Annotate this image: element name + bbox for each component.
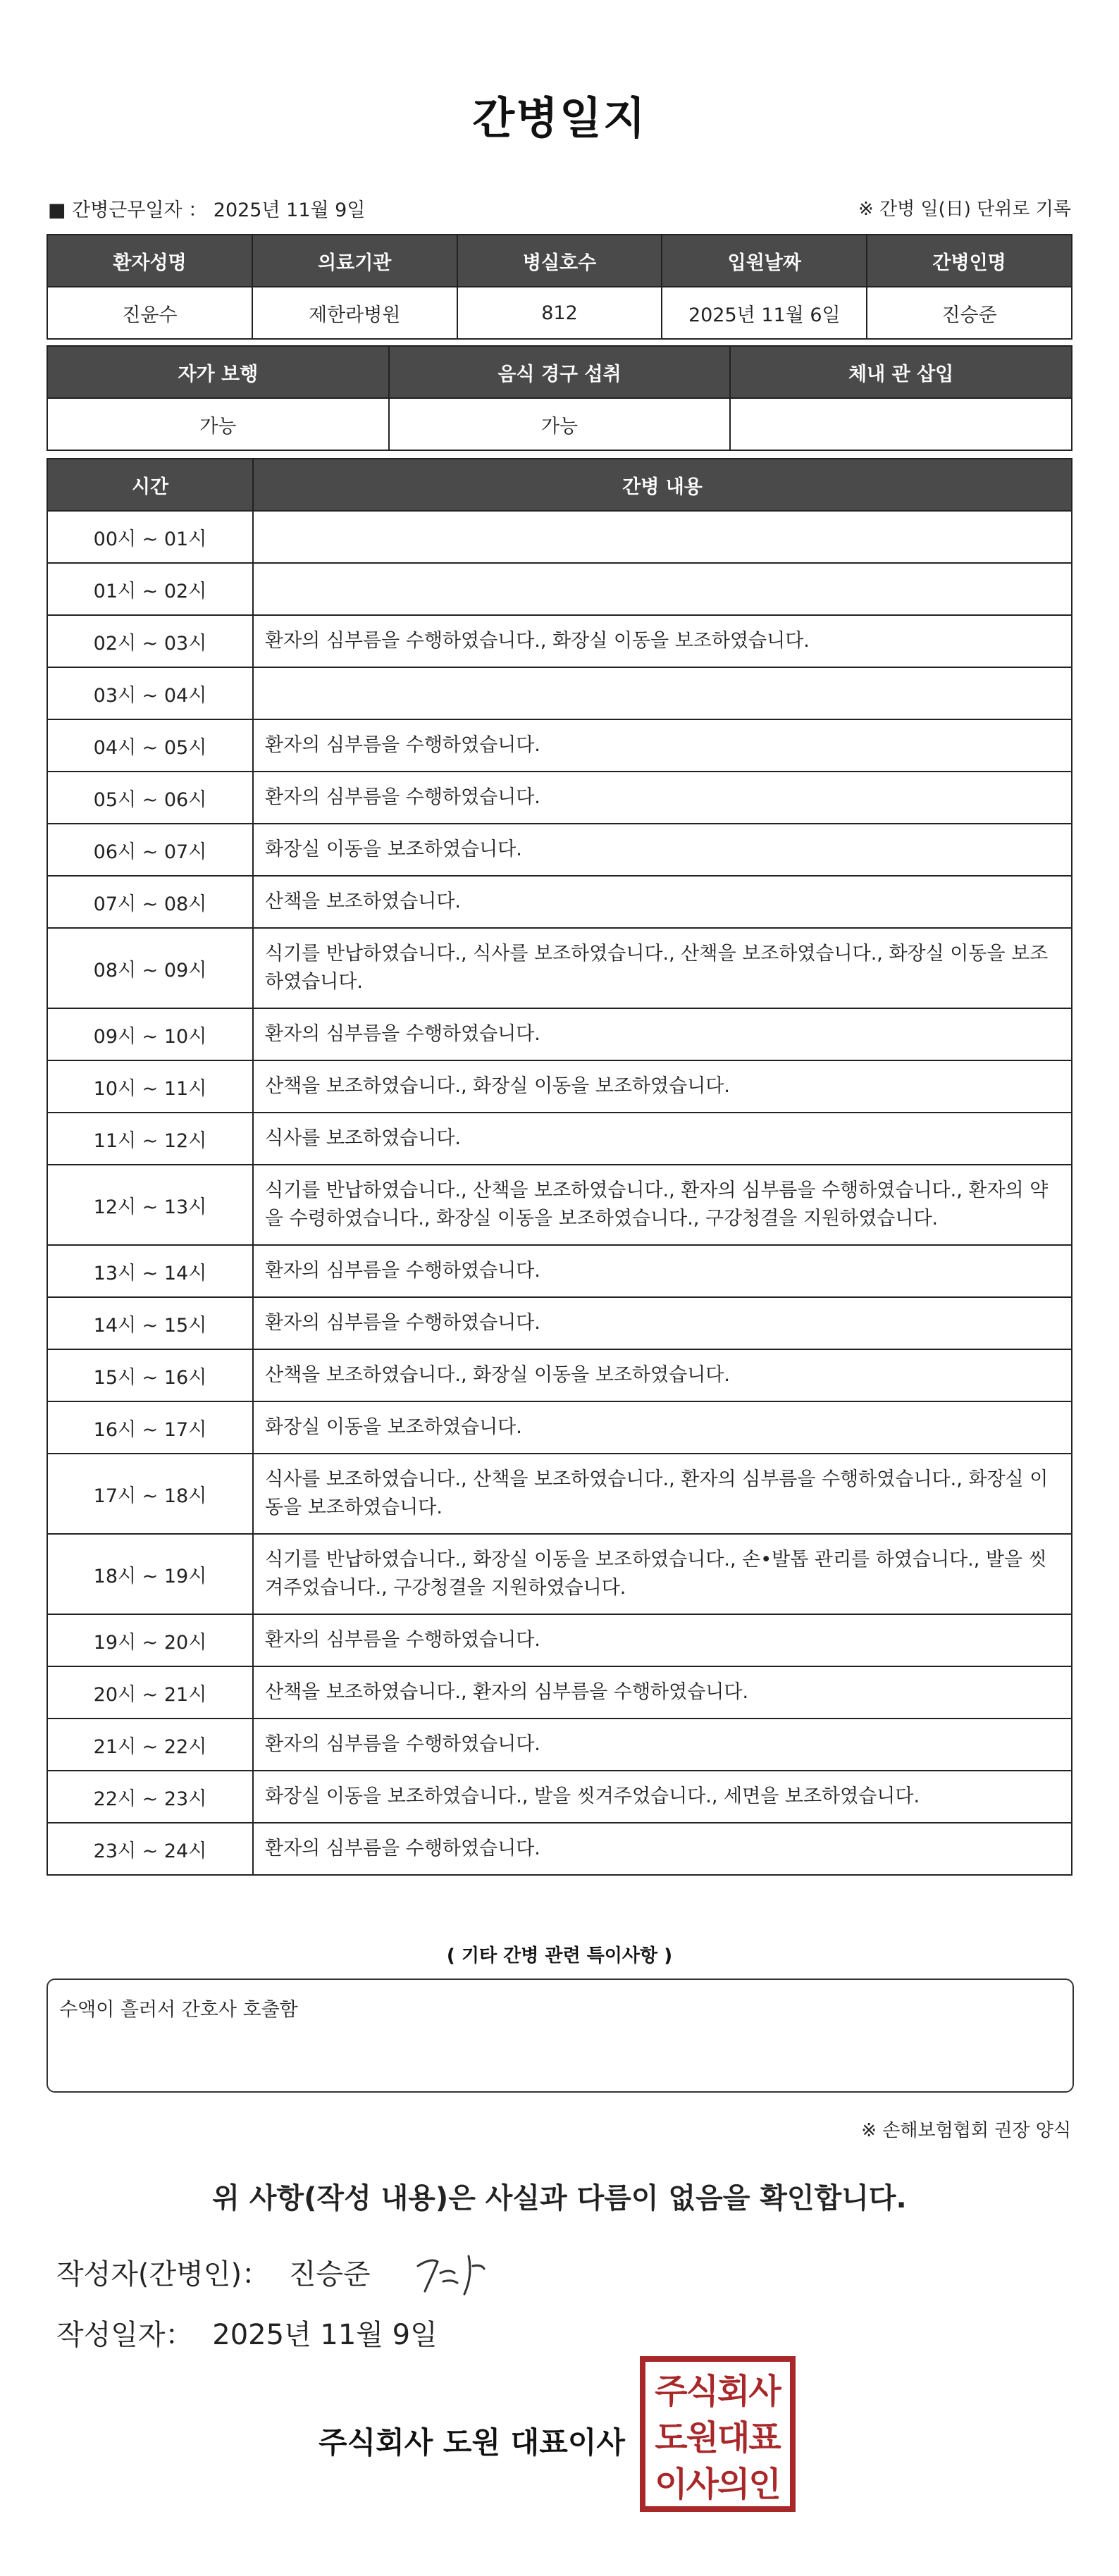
table-row [47, 615, 1072, 667]
ability-header-row [47, 346, 1072, 398]
page-title: 간병일지 [472, 92, 647, 144]
row-time: 05시 ~ 06시 [47, 772, 253, 824]
table-row [47, 1614, 1072, 1666]
seal-line-2: 도원대표 [655, 2418, 780, 2458]
table-row [47, 1245, 1072, 1297]
writer-name: 진승준 [288, 2258, 371, 2291]
table-row [47, 928, 1072, 1008]
value-patient-name: 진윤수 [47, 287, 252, 339]
table-row [47, 563, 1072, 615]
table-row [47, 1297, 1072, 1349]
written-date-label: 작성일자： [56, 2319, 194, 2351]
table-row [47, 1666, 1072, 1719]
special-notes-title: ( 기타 간병 관련 특이사항 ) [446, 1945, 673, 1967]
row-time: 21시 ~ 22시 [47, 1719, 253, 1771]
row-care-content: 환자의 심부름을 수행하였습니다. [253, 1614, 1072, 1666]
row-care-content [253, 667, 1072, 719]
confirmation-statement: 위 사항(작성 내용)은 사실과 다름이 없음을 확인합니다. [212, 2182, 907, 2215]
row-time: 17시 ~ 18시 [47, 1454, 253, 1534]
row-care-content: 환자의 심부름을 수행하였습니다. [253, 1008, 1072, 1060]
row-care-content: 환자의 심부름을 수행하였습니다. [253, 1297, 1072, 1349]
patient-info-table [47, 234, 1072, 340]
row-time: 09시 ~ 10시 [47, 1008, 253, 1060]
care-log-header-row [47, 459, 1072, 511]
care-log-body [47, 511, 1072, 1875]
row-time: 16시 ~ 17시 [47, 1401, 253, 1454]
company-seal-stamp [638, 2355, 797, 2513]
work-date-line [48, 194, 365, 222]
header-room-number: 병실호수 [457, 235, 662, 287]
row-care-content: 환자의 심부름을 수행하였습니다., 화장실 이동을 보조하였습니다. [253, 615, 1072, 667]
header-tube-insertion: 체내 관 삽입 [730, 346, 1072, 398]
row-care-content [253, 511, 1072, 563]
row-time: 23시 ~ 24시 [47, 1823, 253, 1875]
row-care-content: 산책을 보조하였습니다., 환자의 심부름을 수행하였습니다. [253, 1666, 1072, 1719]
table-row [47, 1771, 1072, 1823]
header-caregiver-name: 간병인명 [867, 235, 1072, 287]
row-time: 22시 ~ 23시 [47, 1771, 253, 1823]
written-date-line [56, 2312, 438, 2353]
row-care-content: 환자의 심부름을 수행하였습니다. [253, 772, 1072, 824]
table-row [47, 1534, 1072, 1614]
patient-info-header-row [47, 235, 1072, 287]
record-unit-note: ※ 간병 일(日) 단위로 기록 [858, 199, 1071, 220]
seal-line-1: 주식회사 [655, 2372, 780, 2411]
table-row [47, 824, 1072, 876]
table-row [47, 1349, 1072, 1401]
row-care-content: 환자의 심부름을 수행하였습니다. [253, 1245, 1072, 1297]
value-room-number: 812 [457, 287, 662, 339]
row-care-content: 식기를 반납하였습니다., 식사를 보조하였습니다., 산책을 보조하였습니다., 화장실 이동을 보조하였습니다. [253, 928, 1072, 1008]
table-row [47, 772, 1072, 824]
row-time: 07시 ~ 08시 [47, 876, 253, 928]
value-self-walking: 가능 [47, 398, 389, 450]
table-row [47, 1719, 1072, 1771]
header-time: 시간 [47, 459, 253, 511]
row-care-content: 화장실 이동을 보조하였습니다. [253, 1401, 1072, 1454]
row-time: 00시 ~ 01시 [47, 511, 253, 563]
row-time: 11시 ~ 12시 [47, 1113, 253, 1165]
row-care-content: 식기를 반납하였습니다., 화장실 이동을 보조하였습니다., 손•발톱 관리를 하였습니다., 발을 씻겨주었습니다., 구강청결을 지원하였습니다. [253, 1534, 1072, 1614]
special-notes-text: 수액이 흘러서 간호사 호출함 [59, 1999, 298, 2021]
seal-line-3: 이사의인 [655, 2465, 780, 2504]
table-row [47, 876, 1072, 928]
row-care-content: 식기를 반납하였습니다., 산책을 보조하였습니다., 환자의 심부름을 수행하였습니다., 환자의 약을 수령하였습니다., 화장실 이동을 보조하였습니다., 구강청결을 지원하였습니다. [253, 1165, 1072, 1245]
header-hospital: 의료기관 [252, 235, 457, 287]
row-time: 13시 ~ 14시 [47, 1245, 253, 1297]
header-patient-name: 환자성명 [47, 235, 252, 287]
work-date-value: 2025년 11월 9일 [213, 199, 366, 221]
row-time: 12시 ~ 13시 [47, 1165, 253, 1245]
care-log-table [47, 458, 1072, 1876]
row-care-content: 환자의 심부름을 수행하였습니다. [253, 1823, 1072, 1875]
row-time: 08시 ~ 09시 [47, 928, 253, 1008]
row-care-content: 환자의 심부름을 수행하였습니다. [253, 1719, 1072, 1771]
ability-value-row [47, 398, 1072, 450]
row-care-content: 산책을 보조하였습니다., 화장실 이동을 보조하였습니다. [253, 1349, 1072, 1401]
patient-ability-table [47, 345, 1072, 451]
row-care-content: 식사를 보조하였습니다. [253, 1113, 1072, 1165]
writer-label: 작성자(간병인)： [56, 2258, 271, 2291]
row-time: 04시 ~ 05시 [47, 719, 253, 772]
row-time: 18시 ~ 19시 [47, 1534, 253, 1614]
header-admission-date: 입원날짜 [662, 235, 867, 287]
row-time: 15시 ~ 16시 [47, 1349, 253, 1401]
row-care-content [253, 563, 1072, 615]
row-care-content: 산책을 보조하였습니다., 화장실 이동을 보조하였습니다. [253, 1060, 1072, 1113]
header-self-walking: 자가 보행 [47, 346, 389, 398]
form-source-note: ※ 손해보험협회 권장 양식 [861, 2120, 1071, 2141]
value-caregiver-name: 진승준 [867, 287, 1072, 339]
row-care-content: 환자의 심부름을 수행하였습니다. [253, 719, 1072, 772]
row-care-content: 화장실 이동을 보조하였습니다. [253, 824, 1072, 876]
work-date-label: ■ 간병근무일자 ： [48, 199, 208, 221]
written-date-value: 2025년 11월 9일 [212, 2319, 438, 2351]
row-care-content: 식사를 보조하였습니다., 산책을 보조하였습니다., 환자의 심부름을 수행하였습니다., 화장실 이동을 보조하였습니다. [253, 1454, 1072, 1534]
writer-line [56, 2252, 371, 2292]
header-oral-intake: 음식 경구 섭취 [389, 346, 731, 398]
row-time: 14시 ~ 15시 [47, 1297, 253, 1349]
company-representative: 주식회사 도원 대표이사 [319, 2425, 625, 2460]
row-care-content: 화장실 이동을 보조하였습니다., 발을 씻겨주었습니다., 세면을 보조하였습니다. [253, 1771, 1072, 1823]
value-oral-intake: 가능 [389, 398, 731, 450]
value-hospital: 제한라병원 [252, 287, 457, 339]
table-row [47, 1165, 1072, 1245]
value-tube-insertion [730, 398, 1072, 450]
table-row [47, 667, 1072, 719]
handwritten-signature [412, 2245, 490, 2301]
row-time: 03시 ~ 04시 [47, 667, 253, 719]
header-care-content: 간병 내용 [253, 459, 1072, 511]
table-row [47, 1823, 1072, 1875]
table-row [47, 719, 1072, 772]
table-row [47, 1113, 1072, 1165]
table-row [47, 511, 1072, 563]
table-row [47, 1060, 1072, 1113]
value-admission-date: 2025년 11월 6일 [662, 287, 867, 339]
row-time: 01시 ~ 02시 [47, 563, 253, 615]
row-time: 06시 ~ 07시 [47, 824, 253, 876]
row-care-content: 산책을 보조하였습니다. [253, 876, 1072, 928]
row-time: 19시 ~ 20시 [47, 1614, 253, 1666]
table-row [47, 1454, 1072, 1534]
table-row [47, 1008, 1072, 1060]
patient-info-value-row [47, 287, 1072, 339]
row-time: 10시 ~ 11시 [47, 1060, 253, 1113]
row-time: 02시 ~ 03시 [47, 615, 253, 667]
row-time: 20시 ~ 21시 [47, 1666, 253, 1719]
table-row [47, 1401, 1072, 1454]
